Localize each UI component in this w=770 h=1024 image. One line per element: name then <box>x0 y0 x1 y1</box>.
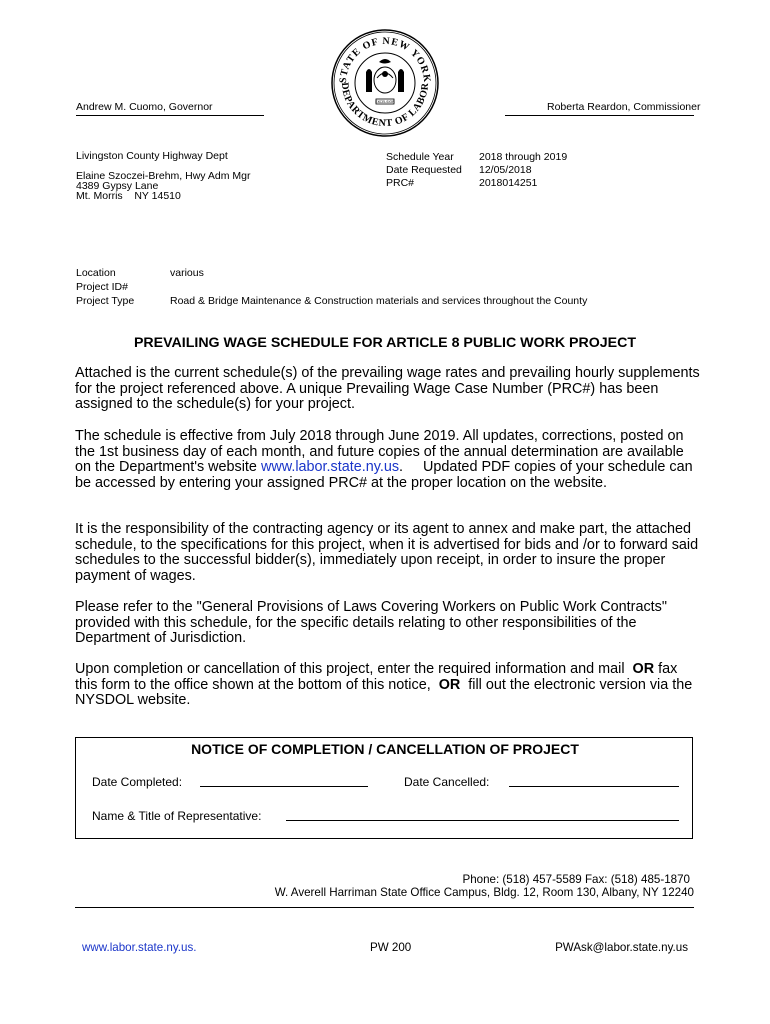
location-value: various <box>170 267 204 279</box>
project-id-label: Project ID# <box>76 281 128 293</box>
recipient-street: 4389 Gypsy Lane <box>76 180 159 192</box>
project-type-label: Project Type <box>76 295 135 307</box>
footer-email[interactable]: PWAsk@labor.state.ny.us <box>555 941 688 954</box>
recipient-city: Mt. Morris NY 14510 <box>76 190 181 202</box>
footer-phone-fax: Phone: (518) 457-5589 Fax: (518) 485-1870 <box>462 873 690 886</box>
notice-title: NOTICE OF COMPLETION / CANCELLATION OF PROJECT <box>191 741 579 757</box>
completion-text-b: fax this form to the office shown at the bottom of this notice, <box>75 661 682 693</box>
recipient-org: Livingston County Highway Dept <box>76 150 228 162</box>
commissioner-name: Roberta Reardon, Commissioner <box>547 101 701 113</box>
commissioner-rule <box>505 115 694 116</box>
website-link[interactable]: www.labor.state.ny.us <box>260 459 400 476</box>
footer-address: W. Averell Harriman State Office Campus, Bldg. 12, Room 130, Albany, NY 12240 <box>274 886 694 899</box>
paragraph-completion <box>75 662 700 709</box>
form-number: PW 200 <box>370 941 412 954</box>
department-seal-logo <box>330 28 440 138</box>
footer-rule <box>75 907 694 908</box>
governor-name: Andrew M. Cuomo, Governor <box>76 101 213 113</box>
prc-value: 2018014251 <box>479 177 538 189</box>
completion-text-c: fill out the electronic version via the NYSDOL website. <box>75 676 697 709</box>
paragraph-effective-text-end: . Updated PDF copies of your schedule can be accessed by entering your assigned PRC# at the proper location on the website. <box>75 459 697 491</box>
date-completed-label: Date Completed: <box>92 775 183 789</box>
prc-label: PRC# <box>386 177 415 189</box>
notice-box <box>75 737 693 839</box>
representative-label: Name & Title of Representative: <box>92 809 262 823</box>
date-cancelled-field[interactable] <box>509 786 679 787</box>
paragraph-attached: Attached is the current schedule(s) of the prevailing wage rates and prevailing hourly supplements for the project referenced above. A unique Prevailing Wage Case Number (PRC#) has been assigned to the schedule(s) for your project. <box>75 365 700 413</box>
svg-text:EXCELSIOR: EXCELSIOR <box>375 100 395 104</box>
governor-rule <box>76 115 264 116</box>
paragraph-effective <box>75 429 700 491</box>
date-completed-field[interactable] <box>200 786 368 787</box>
or-emphasis: OR <box>438 676 461 693</box>
schedule-year-label: Schedule Year <box>386 151 454 163</box>
paragraph-responsibility: It is the responsibility of the contracting agency or its agent to annex and make part, the attached schedule, to the specifications for this project, when it is advertised for bids and /or to forward said schedules to the successful bidder(s), immediately upon receipt, in order to insure the proper payment of wages. <box>75 521 699 584</box>
paragraph-general-provisions: Please refer to the "General Provisions of Laws Covering Workers on Public Work Contracts" provided with this schedule, for the specific details relating to other responsibilities of the Department of Jurisdiction. <box>75 599 667 647</box>
date-requested-label: Date Requested <box>386 164 462 176</box>
location-label: Location <box>76 267 116 279</box>
date-cancelled-label: Date Cancelled: <box>404 775 490 789</box>
document-title: PREVAILING WAGE SCHEDULE FOR ARTICLE 8 PUBLIC WORK PROJECT <box>133 335 637 351</box>
completion-text-a: Upon completion or cancellation of this project, enter the required information and mail <box>75 661 633 677</box>
schedule-year-value: 2018 through 2019 <box>479 151 568 163</box>
date-requested-value: 12/05/2018 <box>479 164 532 176</box>
or-emphasis: OR <box>632 661 655 677</box>
svg-text:DEPARTMENT OF LABOR: DEPARTMENT OF LABOR <box>338 81 432 130</box>
footer-website-link[interactable]: www.labor.state.ny.us. <box>82 941 197 954</box>
representative-field[interactable] <box>286 820 679 821</box>
recipient-name: Elaine Szoczei-Brehm, Hwy Adm Mgr <box>76 170 251 182</box>
project-type-value: Road & Bridge Maintenance & Construction materials and services throughout the County <box>170 295 588 307</box>
paragraph-effective-text: The schedule is effective from July 2018 through June 2019. All updates, corrections, posted on the 1st business day of each month, and future copies of the annual determination are available on the Department's website <box>75 428 688 476</box>
svg-text:STATE OF NEW YORK: STATE OF NEW YORK <box>337 35 433 84</box>
